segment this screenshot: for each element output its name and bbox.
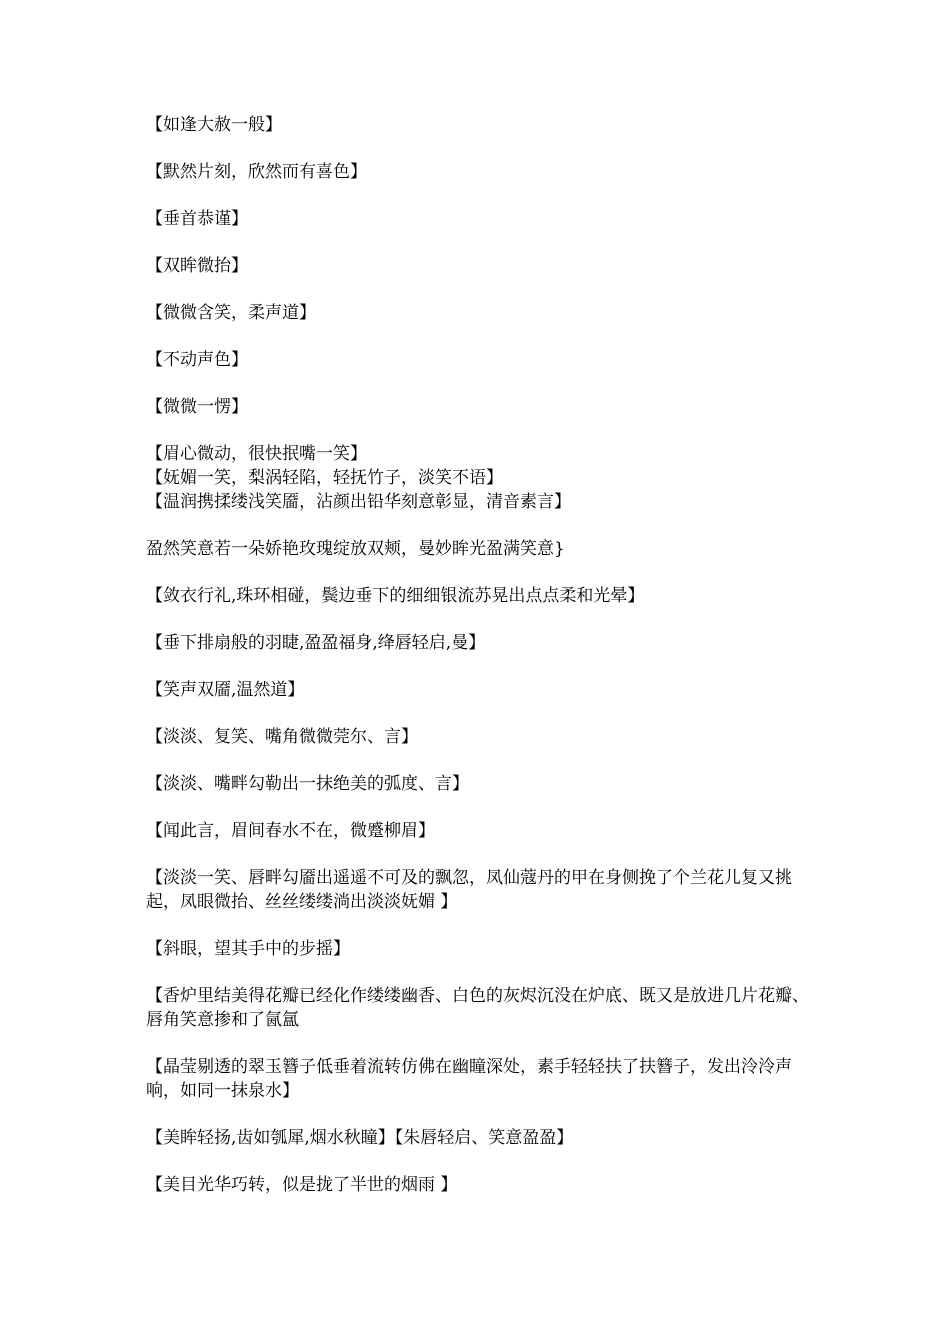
text-line: 【闻此言，眉间春水不在，微蹙柳眉】 — [146, 821, 435, 841]
text-line: 【淡淡一笑、唇畔勾靥出遥遥不可及的飘忽，凤仙蔻丹的甲在身侧挽了个兰花儿复又挑起，凤眼微抬、丝丝缕缕淌出淡淡妩媚 】 — [146, 868, 792, 912]
text-line: 【晶莹剔透的翠玉簪子低垂着流转仿佛在幽瞳深处，素手轻轻扶了扶簪子，发出泠泠声响，如同一抹泉水】 — [146, 1057, 792, 1101]
text-line: 【垂下排扇般的羽睫,盈盈福身,绛唇轻启,曼】 — [146, 633, 486, 653]
text-line: 【妩媚一笑，梨涡轻陷，轻抚竹子，淡笑不语】 — [146, 468, 503, 488]
text-line: 【微微含笑，柔声道】 — [146, 303, 316, 323]
text-line: 【垂首恭谨】 — [146, 209, 248, 229]
text-line: 【默然片刻，欣然而有喜色】 — [146, 162, 367, 182]
text-line: 【双眸微抬】 — [146, 256, 248, 276]
text-line: 【敛衣行礼,珠环相碰，鬓边垂下的细细银流苏晃出点点柔和光晕】 — [146, 586, 645, 606]
text-line: 【笑声双靥,温然道】 — [146, 680, 305, 700]
text-line: 【淡淡、复笑、嘴角微微莞尔、言】 — [146, 727, 418, 747]
text-line: 【如逢大赦一般】 — [146, 115, 282, 135]
document-body — [146, 113, 816, 1197]
text-line: 【斜眼，望其手中的步摇】 — [146, 939, 350, 959]
text-line: 【眉心微动，很快抿嘴一笑】 — [146, 444, 367, 464]
text-line: 【微微一愣】 — [146, 397, 248, 417]
text-line: 【不动声色】 — [146, 350, 248, 370]
text-line: 【温润携揉缕浅笑靥，沾颜出铅华刻意彰显，清音素言】 — [146, 492, 571, 512]
text-line: 【淡淡、嘴畔勾勒出一抹绝美的弧度、言】 — [146, 774, 469, 794]
text-line: 盈然笑意若一朵娇艳玫瑰绽放双颊，曼妙眸光盈满笑意} — [146, 539, 565, 559]
text-line: 【香炉里结美得花瓣已经化作缕缕幽香、白色的灰烬沉没在炉底、既又是放进几片花瓣、唇角笑意掺和了氤氲 — [146, 986, 809, 1030]
text-line: 【美眸轻扬,齿如瓠犀,烟水秋瞳】【朱唇轻启、笑意盈盈】 — [146, 1128, 574, 1148]
text-line: 【美目光华巧转，似是拢了半世的烟雨 】 — [146, 1175, 458, 1195]
